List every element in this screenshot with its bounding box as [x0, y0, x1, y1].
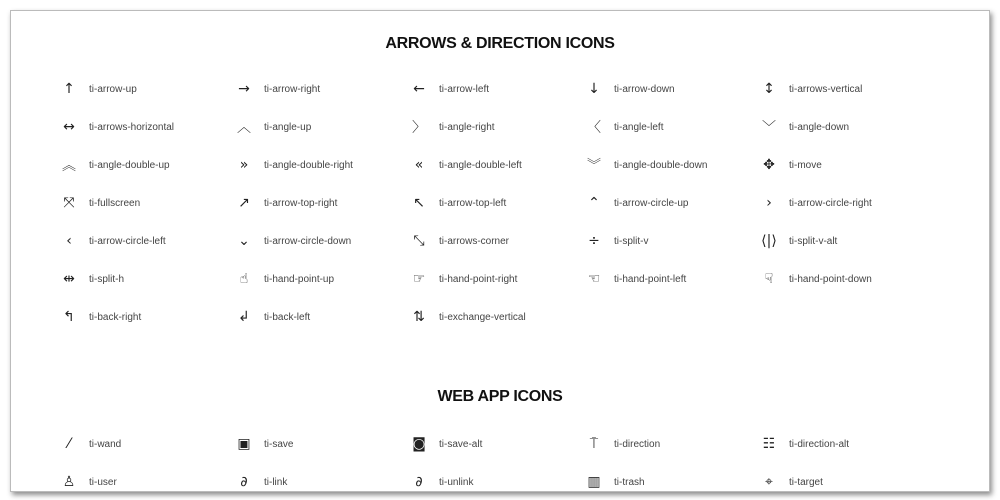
hand-point-down-icon: ☟ [764, 271, 774, 287]
arrow-circle-up-icon: ⌃ [588, 195, 600, 211]
icon-label: ti-arrow-down [614, 83, 675, 95]
icon-label: ti-arrow-circle-left [89, 235, 166, 247]
save-alt-icon: ◙ [412, 436, 426, 452]
trash-icon: ▥ [587, 474, 601, 490]
icon-item[interactable] [236, 307, 310, 327]
direction-icon: ⍑ [589, 436, 599, 452]
arrow-up-icon: ↑ [63, 81, 75, 97]
icon-item[interactable] [761, 193, 872, 213]
icon-label: ti-hand-point-left [614, 273, 687, 285]
icon-label: ti-angle-double-left [439, 159, 522, 171]
icon-label: ti-hand-point-right [439, 273, 518, 285]
icon-label: ti-direction [614, 438, 661, 450]
unlink-icon: ∂ [415, 474, 423, 490]
angle-double-right-icon: » [239, 157, 249, 173]
icon-item[interactable] [761, 155, 822, 175]
arrow-circle-down-icon: ⌄ [238, 233, 250, 249]
icon-label: ti-save-alt [439, 438, 483, 450]
link-icon: ∂ [240, 474, 248, 490]
arrows-vertical-icon: ↕ [763, 81, 775, 97]
icon-label: ti-arrow-top-right [264, 197, 338, 209]
icon-item[interactable] [761, 231, 837, 251]
icon-item[interactable] [61, 193, 140, 213]
icon-label: ti-arrow-circle-down [264, 235, 352, 247]
icon-label: ti-angle-down [789, 121, 850, 133]
icon-label: ti-hand-point-up [264, 273, 335, 285]
icon-item[interactable] [61, 117, 174, 137]
icon-label: ti-exchange-vertical [439, 311, 526, 323]
icon-label: ti-arrows-corner [439, 235, 510, 247]
icon-item[interactable] [411, 307, 526, 327]
icon-item[interactable] [586, 117, 663, 137]
icon-item[interactable] [61, 155, 170, 175]
icon-item[interactable] [61, 307, 141, 327]
back-left-icon: ↲ [238, 309, 250, 325]
icon-item[interactable] [411, 79, 489, 99]
icon-label: ti-wand [89, 438, 122, 450]
direction-alt-icon: ☷ [762, 436, 776, 452]
split-v-icon: ÷ [588, 233, 600, 249]
icon-label: ti-split-v-alt [789, 235, 838, 247]
section-title: ARROWS & DIRECTION ICONS [385, 35, 615, 52]
fullscreen-icon: ⤧ [63, 195, 75, 211]
icon-item[interactable] [761, 79, 862, 99]
icon-reference-page [10, 10, 990, 492]
angle-double-up-icon: ︽ [62, 158, 76, 174]
icon-label: ti-split-h [89, 273, 125, 285]
icon-label: ti-direction-alt [789, 438, 850, 450]
icon-label: ti-arrow-circle-up [614, 197, 689, 209]
icon-label: ti-link [264, 476, 288, 488]
angle-up-icon: ︿ [237, 120, 251, 136]
angle-down-icon: ﹀ [762, 120, 776, 136]
icon-label: ti-user [89, 476, 117, 488]
icon-item[interactable] [236, 117, 311, 137]
icon-label: ti-angle-double-down [614, 159, 708, 171]
icon-label: ti-save [264, 438, 294, 450]
icon-label: ti-arrow-right [264, 83, 321, 95]
angle-double-down-icon: ︾ [587, 158, 601, 174]
arrow-right-icon: → [238, 81, 250, 97]
icon-label: ti-angle-double-up [89, 159, 170, 171]
arrow-circle-right-icon: › [766, 195, 772, 211]
hand-point-right-icon: ☞ [412, 271, 426, 287]
icon-label: ti-target [789, 476, 823, 488]
icon-label: ti-angle-double-right [264, 159, 353, 171]
icon-item[interactable] [761, 269, 872, 289]
icon-item[interactable] [411, 117, 495, 137]
icon-item[interactable] [236, 231, 351, 251]
icon-item[interactable] [586, 79, 675, 99]
angle-right-icon: 〉 [412, 120, 426, 136]
arrow-top-right-icon: ↗ [238, 195, 250, 211]
arrow-left-icon: ← [413, 81, 425, 97]
arrow-circle-left-icon: ‹ [66, 233, 72, 249]
split-v-alt-icon: ⟨|⟩ [761, 233, 777, 249]
icon-item[interactable] [236, 472, 287, 492]
icon-item[interactable] [411, 269, 517, 289]
arrow-top-left-icon: ↖ [413, 195, 425, 211]
exchange-vertical-icon: ⇅ [413, 309, 425, 325]
icon-label: ti-back-right [89, 311, 142, 323]
wand-icon: ⁄ [67, 436, 71, 452]
save-icon: ▣ [237, 436, 251, 452]
icon-label: ti-arrows-vertical [789, 83, 863, 95]
arrows-horizontal-icon: ↔ [63, 119, 75, 135]
icon-item[interactable] [236, 79, 320, 99]
section-title: WEB APP ICONS [437, 388, 563, 405]
icon-item[interactable] [411, 155, 522, 175]
icon-item[interactable] [411, 472, 473, 492]
icon-label: ti-trash [614, 476, 645, 488]
icon-item[interactable] [236, 193, 337, 213]
user-icon: ♙ [62, 474, 76, 490]
icon-label: ti-arrow-top-left [439, 197, 507, 209]
icon-item[interactable] [411, 193, 506, 213]
icon-label: ti-move [789, 159, 822, 171]
icon-item[interactable] [61, 231, 166, 251]
icon-item[interactable] [411, 231, 509, 251]
icon-label: ti-arrow-circle-right [789, 197, 872, 209]
icon-item[interactable] [586, 193, 688, 213]
icon-label: ti-split-v [614, 235, 649, 247]
hand-point-up-icon: ☝ [239, 271, 249, 287]
icon-label: ti-back-left [264, 311, 311, 323]
split-h-icon: ⇹ [63, 271, 75, 287]
icon-label: ti-unlink [439, 476, 474, 488]
icon-item[interactable] [761, 472, 823, 492]
icon-item[interactable] [61, 434, 121, 454]
arrows-corner-icon: ⤡ [413, 233, 425, 249]
icon-item[interactable] [236, 434, 293, 454]
icon-item[interactable] [61, 472, 117, 492]
icon-item[interactable] [411, 434, 482, 454]
icon-label: ti-hand-point-down [789, 273, 872, 285]
angle-double-left-icon: « [414, 157, 424, 173]
icon-item[interactable] [586, 434, 660, 454]
icon-item[interactable] [586, 231, 648, 251]
icon-label: ti-fullscreen [89, 197, 141, 209]
back-right-icon: ↰ [63, 309, 75, 325]
icon-item[interactable] [236, 155, 353, 175]
icon-item[interactable] [586, 472, 645, 492]
icon-label: ti-arrow-up [89, 83, 137, 95]
icon-label: ti-angle-right [439, 121, 495, 133]
icon-item[interactable] [761, 434, 849, 454]
angle-left-icon: 〈 [587, 120, 601, 136]
icon-item[interactable] [61, 269, 124, 289]
icon-item[interactable] [236, 269, 334, 289]
icon-label: ti-angle-up [264, 121, 312, 133]
icon-item[interactable] [586, 155, 707, 175]
icon-item[interactable] [761, 117, 849, 137]
arrow-down-icon: ↓ [588, 81, 600, 97]
icon-item[interactable] [61, 79, 137, 99]
icon-label: ti-arrows-horizontal [89, 121, 175, 133]
target-icon: ⌖ [765, 474, 773, 490]
move-icon: ✥ [763, 157, 775, 173]
hand-point-left-icon: ☜ [587, 271, 601, 287]
icon-label: ti-arrow-left [439, 83, 490, 95]
icon-item[interactable] [586, 269, 686, 289]
icon-label: ti-angle-left [614, 121, 664, 133]
